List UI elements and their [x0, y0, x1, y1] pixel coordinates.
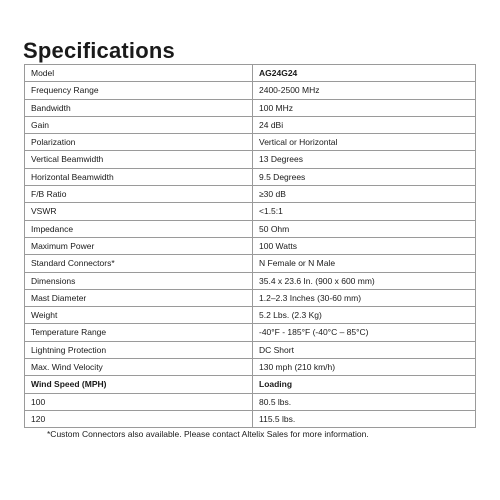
- spec-value: Vertical or Horizontal: [253, 134, 476, 151]
- spec-label: Horizontal Beamwidth: [25, 168, 253, 185]
- specifications-table: [24, 64, 476, 428]
- spec-value: 5.2 Lbs. (2.3 Kg): [253, 307, 476, 324]
- table-row: [25, 168, 476, 185]
- spec-label: Maximum Power: [25, 237, 253, 254]
- spec-value: 80.5 lbs.: [253, 393, 476, 410]
- table-row: [25, 186, 476, 203]
- spec-value: Loading: [253, 376, 476, 393]
- spec-label: Vertical Beamwidth: [25, 151, 253, 168]
- spec-value: 9.5 Degrees: [253, 168, 476, 185]
- spec-label: Dimensions: [25, 272, 253, 289]
- spec-value: 50 Ohm: [253, 220, 476, 237]
- table-row: [25, 410, 476, 427]
- table-row: [25, 237, 476, 254]
- table-row: [25, 307, 476, 324]
- table-header-row: [25, 376, 476, 393]
- table-row: [25, 116, 476, 133]
- table-row: [25, 393, 476, 410]
- table-row: [25, 65, 476, 82]
- spec-value: 35.4 x 23.6 In. (900 x 600 mm): [253, 272, 476, 289]
- spec-value: 13 Degrees: [253, 151, 476, 168]
- spec-value: N Female or N Male: [253, 255, 476, 272]
- spec-value: DC Short: [253, 341, 476, 358]
- table-row: [25, 289, 476, 306]
- spec-label: Max. Wind Velocity: [25, 359, 253, 376]
- spec-value: ≥30 dB: [253, 186, 476, 203]
- spec-value: 1.2–2.3 Inches (30-60 mm): [253, 289, 476, 306]
- spec-label: 100: [25, 393, 253, 410]
- spec-label: Bandwidth: [25, 99, 253, 116]
- spec-label: VSWR: [25, 203, 253, 220]
- spec-label: Weight: [25, 307, 253, 324]
- table-row: [25, 82, 476, 99]
- spec-value: 100 MHz: [253, 99, 476, 116]
- spec-label: Temperature Range: [25, 324, 253, 341]
- spec-value: 115.5 lbs.: [253, 410, 476, 427]
- spec-value: -40°F - 185°F (-40°C – 85°C): [253, 324, 476, 341]
- table-row: [25, 341, 476, 358]
- spec-value: 24 dBi: [253, 116, 476, 133]
- table-row: [25, 220, 476, 237]
- spec-value: 2400-2500 MHz: [253, 82, 476, 99]
- table-row: [25, 324, 476, 341]
- spec-label: Mast Diameter: [25, 289, 253, 306]
- table-row: [25, 255, 476, 272]
- spec-label: Polarization: [25, 134, 253, 151]
- table-row: [25, 99, 476, 116]
- table-row: [25, 203, 476, 220]
- spec-label: Wind Speed (MPH): [25, 376, 253, 393]
- spec-label: Frequency Range: [25, 82, 253, 99]
- spec-label: Gain: [25, 116, 253, 133]
- table-row: [25, 359, 476, 376]
- spec-label: 120: [25, 410, 253, 427]
- table-row: [25, 151, 476, 168]
- spec-value: <1.5:1: [253, 203, 476, 220]
- spec-label: Standard Connectors*: [25, 255, 253, 272]
- spec-label: Lightning Protection: [25, 341, 253, 358]
- spec-value: 130 mph (210 km/h): [253, 359, 476, 376]
- spec-value: AG24G24: [253, 65, 476, 82]
- page-title: Specifications: [23, 38, 175, 63]
- table-row: [25, 272, 476, 289]
- spec-label: F/B Ratio: [25, 186, 253, 203]
- footnote: *Custom Connectors also available. Please contact Altelix Sales for more information.: [47, 429, 369, 439]
- spec-label: Impedance: [25, 220, 253, 237]
- table-row: [25, 134, 476, 151]
- spec-value: 100 Watts: [253, 237, 476, 254]
- spec-label: Model: [25, 65, 253, 82]
